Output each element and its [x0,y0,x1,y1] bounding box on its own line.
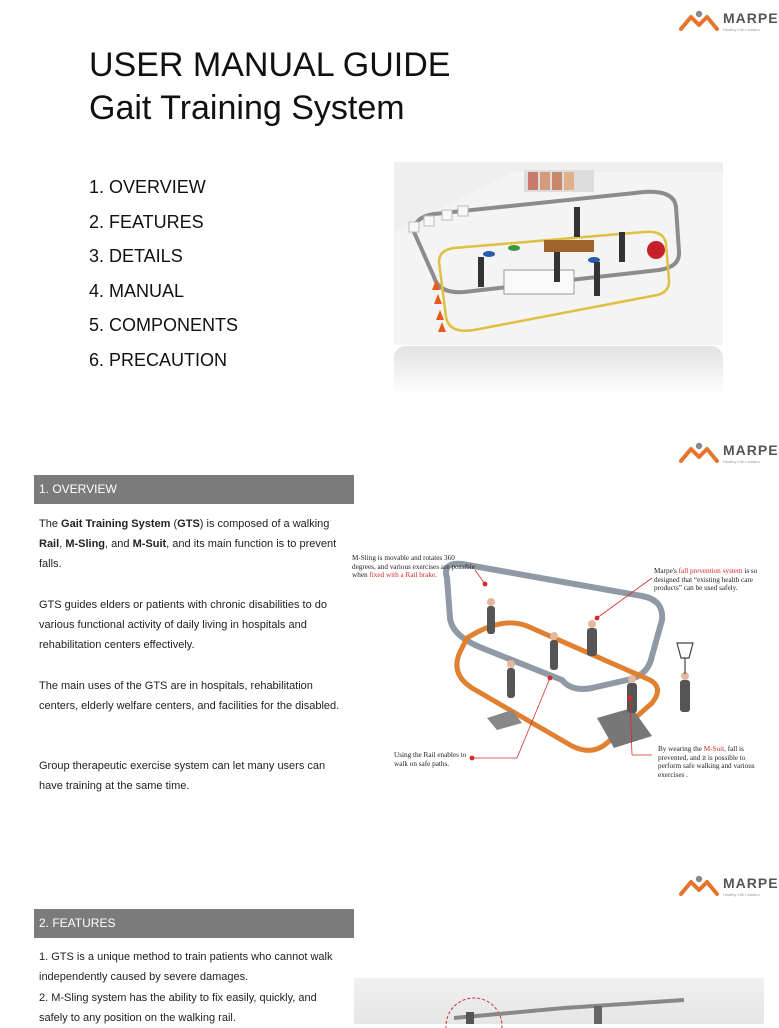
section-header-overview: 1. OVERVIEW [34,475,354,504]
gts-room-render-image [394,162,723,345]
overview-paragraph-3: The main uses of the GTS are in hospitals, rehabilitation centers, elderly welfare centers, and facilities for the disabled. [39,680,340,713]
toc-item-manual[interactable]: 4. MANUAL [89,280,185,301]
hero-reflection [394,346,723,396]
feature-item-1: 1. GTS is a unique method to train patients who cannot walk independently caused by severe damages. [39,951,333,984]
msling-detail-image [354,978,764,1024]
brand-tagline: Healthy Life Leaders [723,459,760,464]
callout-msling: M-Sling is movable and rotates 360 degrees, and various exercises are possible when fixed with a Rail brake. [352,554,475,579]
callout-msuit: By wearing the M-Suit, fall is prevented, and it is possible to perform safe walking and various exercises . [658,745,755,779]
overview-paragraph-4: Group therapeutic exercise system can let many users can have training at the same time. [39,760,326,793]
brand-name: MARPE [723,10,779,26]
toc-item-features[interactable]: 2. FEATURES [89,211,204,232]
marpe-logo-icon [679,9,719,31]
toc-item-details[interactable]: 3. DETAILS [89,246,183,267]
toc-item-overview[interactable]: 1. OVERVIEW [89,177,206,197]
marpe-logo-icon [679,441,719,463]
table-of-contents [89,175,238,383]
overview-paragraph-2: GTS guides elders or patients with chronic disabilities to do various functional activity of daily living in hospitals and rehabilitation centers effectively. [39,599,327,652]
callout-rail: Using the Rail enables to walk on safe paths. [394,751,467,768]
title-line-1: USER MANUAL GUIDE [89,46,451,84]
brand-name: MARPE [723,875,779,891]
marpe-logo-icon [679,874,719,896]
gts-system-diagram [352,548,768,793]
brand-tagline: Healthy Life Leaders [723,27,760,32]
page-title [89,44,450,130]
brand-tagline: Healthy Life Leaders [723,892,760,897]
section-header-features: 2. FEATURES [34,909,354,938]
feature-item-2: 2. M-Sling system has the ability to fix easily, quickly, and safely to any position on the walking rail. [39,992,317,1025]
callout-fall-prevention: Marpe's fall prevention system is so designed that “existing health care products” can be used safely. [654,567,758,592]
brand-logo [679,440,779,464]
title-line-2: Gait Training System [89,89,405,127]
brand-name: MARPE [723,442,779,458]
toc-item-precaution[interactable]: 6. PRECAUTION [89,349,228,370]
overview-paragraph-1: The Gait Training System (GTS) is composed of a walking Rail, M-Sling, and M-Suit, and its main function is to prevent falls. [39,518,337,571]
toc-item-components[interactable]: 5. COMPONENTS [89,315,239,336]
brand-logo [679,873,779,897]
brand-logo [679,8,779,32]
